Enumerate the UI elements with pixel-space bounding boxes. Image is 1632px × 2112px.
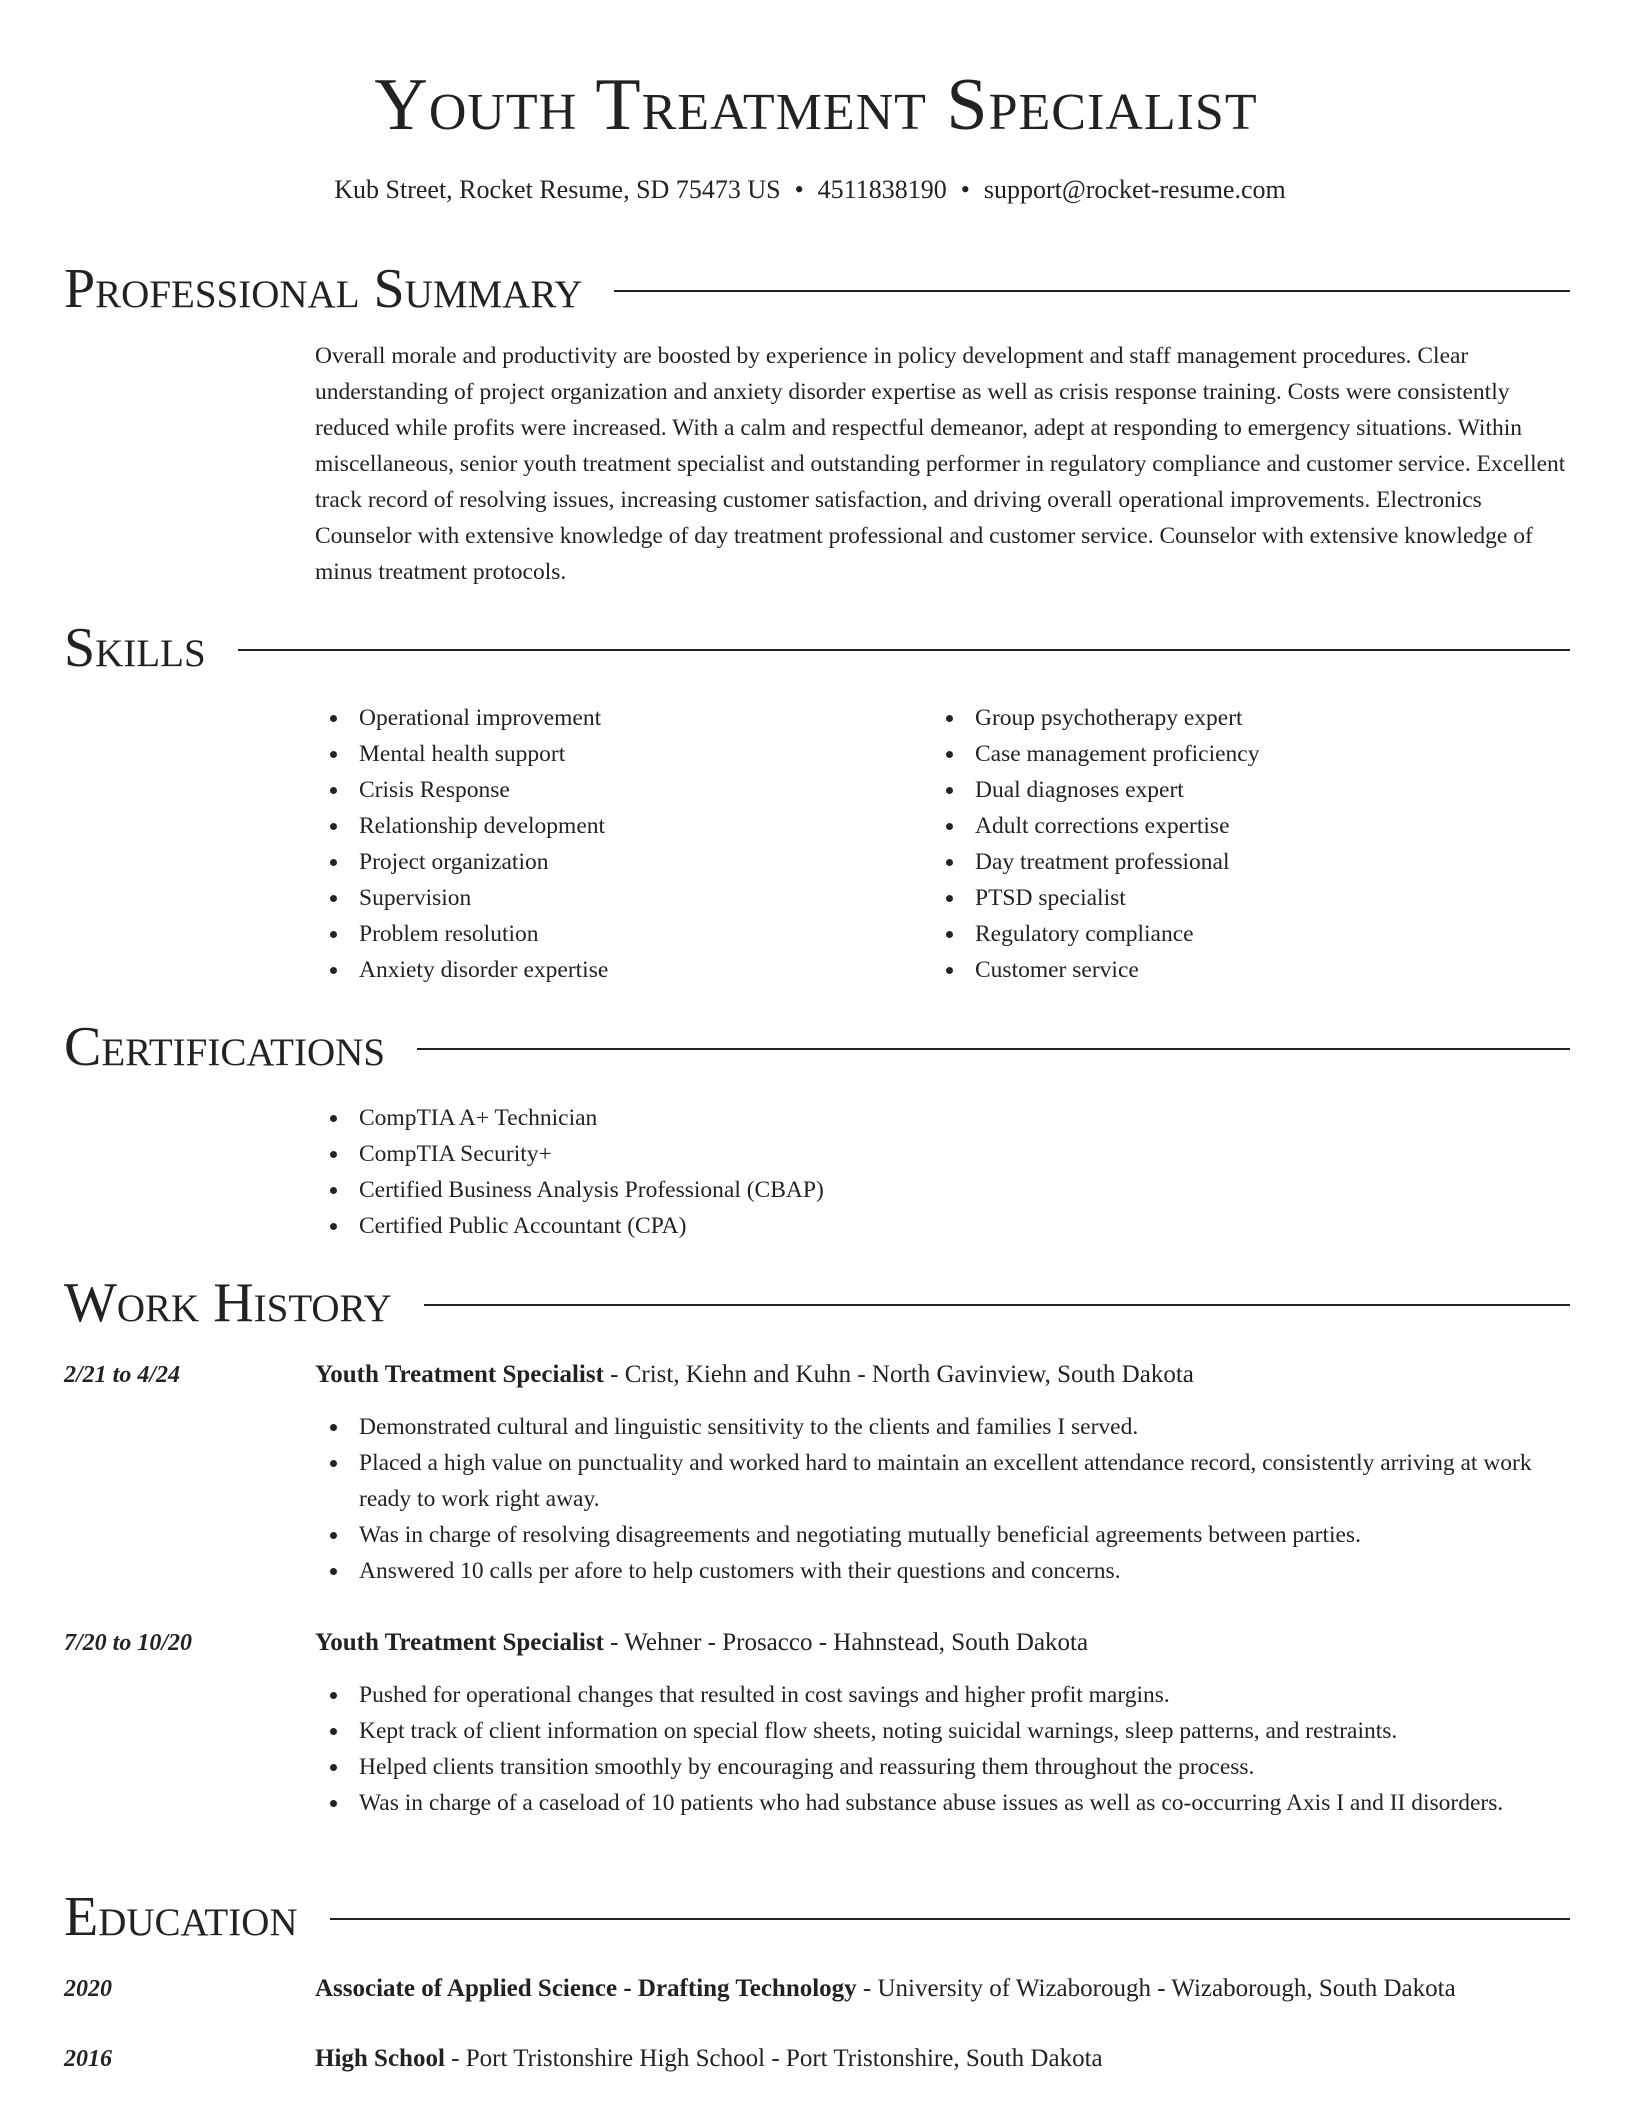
section-header-education (64, 1886, 1570, 1948)
job-bullets (315, 1677, 1585, 1821)
certifications-list (315, 1100, 1315, 1244)
section-title: Work History (64, 1272, 392, 1334)
section-header-skills (64, 617, 1570, 679)
skill-item: Group psychotherapy expert (931, 700, 1531, 736)
skill-item: PTSD specialist (931, 880, 1531, 916)
skills-list-left (315, 700, 915, 988)
contact-phone: 4511838190 (817, 175, 947, 204)
job-dates: 7/20 to 10/20 (64, 1630, 193, 1656)
education-entry (315, 2041, 1585, 2077)
job-bullet: Was in charge of a caseload of 10 patients who had substance abuse issues as well as co-occurring Axis I and II disorders. (315, 1785, 1585, 1821)
education-entry (315, 1971, 1585, 2007)
section-header-work-history (64, 1272, 1570, 1334)
certification-item: CompTIA A+ Technician (315, 1100, 1315, 1136)
education-year: 2016 (64, 2046, 112, 2072)
page-title: Youth Treatment Specialist (374, 64, 1258, 146)
certification-item: Certified Business Analysis Professional (CBAP) (315, 1172, 1315, 1208)
job-dates: 2/21 to 4/24 (64, 1362, 181, 1388)
skill-item: Dual diagnoses expert (931, 772, 1531, 808)
contact-email: support@rocket-resume.com (983, 175, 1286, 204)
job-bullet: Pushed for operational changes that resulted in cost savings and higher profit margins. (315, 1677, 1585, 1713)
contact-line (0, 172, 1620, 208)
job-bullet: Demonstrated cultural and linguistic sensitivity to the clients and families I served. (315, 1409, 1585, 1445)
skills-list-right (931, 700, 1531, 988)
skill-item: Day treatment professional (931, 844, 1531, 880)
summary-text: Overall morale and productivity are boosted by experience in policy development and staff management procedures. Clear understanding of project organization and anxiety disorder expertise as well as crisis response training. Costs were consistently reduced while profits were increased. With a calm and respectful demeanor, adept at responding to emergency situations. Within miscellaneous, senior youth treatment specialist and outstanding performer in regulatory compliance and customer service. Excellent track record of resolving issues, increasing customer satisfaction, and driving overall operational improvements. Electronics Counselor with extensive knowledge of day treatment professional and customer service. Counselor with extensive knowledge of minus treatment protocols. (315, 343, 1566, 585)
contact-separator: • (960, 175, 970, 204)
job-bullet: Placed a high value on punctuality and worked hard to maintain an excellent attendance record, consistently arriving at work ready to work right away. (315, 1445, 1585, 1517)
job-heading (315, 1625, 1585, 1661)
section-title: Education (64, 1886, 298, 1948)
skill-item: Adult corrections expertise (931, 808, 1531, 844)
section-title: Certifications (64, 1016, 386, 1078)
section-header-certifications (64, 1016, 1570, 1078)
section-divider (238, 649, 1570, 651)
skill-item: Anxiety disorder expertise (315, 952, 915, 988)
skill-item: Customer service (931, 952, 1531, 988)
job-employer: - Crist, Kiehn and Kuhn - North Gavinview, South Dakota (603, 1361, 1194, 1388)
education-year: 2020 (64, 1976, 112, 2002)
section-divider (330, 1918, 1570, 1920)
skill-item: Project organization (315, 844, 915, 880)
job-bullet: Was in charge of resolving disagreements and negotiating mutually beneficial agreements between parties. (315, 1517, 1585, 1553)
section-divider (614, 290, 1570, 292)
skill-item: Mental health support (315, 736, 915, 772)
skill-item: Regulatory compliance (931, 916, 1531, 952)
section-divider (424, 1304, 1570, 1306)
contact-separator: • (794, 175, 804, 204)
section-title: Professional Summary (64, 258, 583, 320)
job-title: Youth Treatment Specialist (315, 1629, 604, 1656)
contact-address: Kub Street, Rocket Resume, SD 75473 US (334, 175, 781, 204)
education-degree: Associate of Applied Science - Drafting Technology (315, 1975, 857, 2002)
education-school: - Port Tristonshire High School - Port Tristonshire, South Dakota (444, 2045, 1103, 2072)
section-header-summary (64, 258, 1570, 320)
job-heading (315, 1357, 1585, 1393)
skill-item: Relationship development (315, 808, 915, 844)
job-title: Youth Treatment Specialist (315, 1361, 604, 1388)
skill-item: Problem resolution (315, 916, 915, 952)
education-degree: High School (315, 2045, 445, 2072)
certification-item: Certified Public Accountant (CPA) (315, 1208, 1315, 1244)
job-bullet: Helped clients transition smoothly by encouraging and reassuring them throughout the process. (315, 1749, 1585, 1785)
education-school: - University of Wizaborough - Wizaborough, South Dakota (856, 1975, 1456, 2002)
skill-item: Supervision (315, 880, 915, 916)
section-divider (417, 1048, 1570, 1050)
skill-item: Case management proficiency (931, 736, 1531, 772)
skill-item: Operational improvement (315, 700, 915, 736)
skill-item: Crisis Response (315, 772, 915, 808)
certification-item: CompTIA Security+ (315, 1136, 1315, 1172)
job-bullets (315, 1409, 1585, 1589)
section-title: Skills (64, 617, 206, 679)
job-employer: - Wehner - Prosacco - Hahnstead, South Dakota (603, 1629, 1089, 1656)
job-bullet: Answered 10 calls per afore to help customers with their questions and concerns. (315, 1553, 1585, 1589)
job-bullet: Kept track of client information on special flow sheets, noting suicidal warnings, sleep patterns, and restraints. (315, 1713, 1585, 1749)
